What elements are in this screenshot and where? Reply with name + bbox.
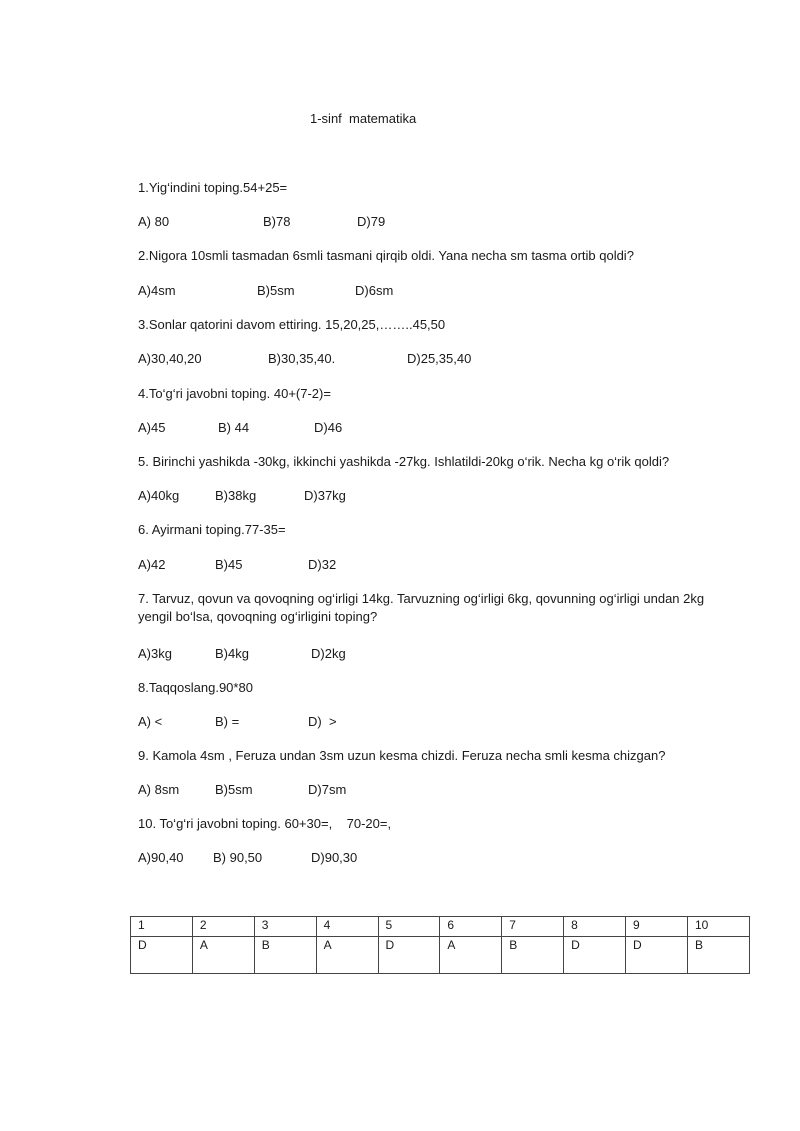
table-cell: 4 <box>316 917 378 937</box>
question-3-option-a: A)30,40,20 <box>138 351 202 366</box>
question-6-option-b: B)45 <box>215 557 243 572</box>
question-4-option-b: B) 44 <box>218 420 250 435</box>
question-7-text: 7. Tarvuz, qovun va qovoqning og‘irligi 14kg. Tarvuzning og‘irligi 6kg, qovunning og‘irligi undan 2kg yengil bo‘lsa, qovoqning og‘irligini toping? <box>138 591 705 624</box>
question-10-option-a: A)90,40 <box>138 850 184 865</box>
answer-key-number-row <box>131 917 750 937</box>
table-cell: 1 <box>131 917 193 937</box>
question-7-option-b: B)4kg <box>215 646 249 661</box>
table-cell: 9 <box>626 917 688 937</box>
table-cell: D <box>378 937 440 974</box>
table-cell: 2 <box>192 917 254 937</box>
question-10-option-b: B) 90,50 <box>213 850 263 865</box>
question-4-option-d: D)46 <box>314 420 343 435</box>
question-9-text: 9. Kamola 4sm , Feruza undan 3sm uzun kesma chizdi. Feruza necha smli kesma chizgan? <box>138 748 666 763</box>
table-cell: A <box>316 937 378 974</box>
table-cell: 5 <box>378 917 440 937</box>
question-3-option-b: B)30,35,40. <box>268 351 336 366</box>
question-4-option-a: A)45 <box>138 420 166 435</box>
question-10-text: 10. To‘g‘ri javobni toping. 60+30=, 70-20=, <box>138 816 392 831</box>
question-8-text: 8.Taqqoslang.90*80 <box>138 680 253 695</box>
question-2-option-b: B)5sm <box>257 283 295 298</box>
question-3-text: 3.Sonlar qatorini davom ettiring. 15,20,25,……..45,50 <box>138 317 446 332</box>
table-cell: B <box>254 937 316 974</box>
question-8-option-d: D) > <box>308 714 337 729</box>
table-cell: A <box>440 937 502 974</box>
question-6-option-d: D)32 <box>308 557 337 572</box>
table-cell: 6 <box>440 917 502 937</box>
table-cell: D <box>626 937 688 974</box>
question-5-text: 5. Birinchi yashikda -30kg, ikkinchi yashikda -27kg. Ishlatildi-20kg o‘rik. Necha kg o‘rik qoldi? <box>138 454 670 469</box>
question-5-option-b: B)38kg <box>215 488 257 503</box>
question-3-option-d: D)25,35,40 <box>407 351 472 366</box>
question-1-option-d: D)79 <box>357 214 386 229</box>
table-cell: B <box>687 937 749 974</box>
question-8-option-a: A) < <box>138 714 163 729</box>
question-2-option-a: A)4sm <box>138 283 176 298</box>
table-cell: 8 <box>564 917 626 937</box>
question-1-option-a: A) 80 <box>138 214 170 229</box>
question-7-option-a: A)3kg <box>138 646 172 661</box>
question-9-option-a: A) 8sm <box>138 782 180 797</box>
question-9-option-d: D)7sm <box>308 782 347 797</box>
question-6-option-a: A)42 <box>138 557 166 572</box>
question-4-text: 4.To‘g‘ri javobni toping. 40+(7-2)= <box>138 386 331 401</box>
answer-key-answer-row <box>131 937 750 974</box>
table-cell: D <box>131 937 193 974</box>
question-9-option-b: B)5sm <box>215 782 253 797</box>
table-cell: D <box>564 937 626 974</box>
table-cell: B <box>502 937 564 974</box>
question-2-option-d: D)6sm <box>355 283 394 298</box>
question-6-text: 6. Ayirmani toping.77-35= <box>138 522 286 537</box>
table-cell: A <box>192 937 254 974</box>
table-cell: 7 <box>502 917 564 937</box>
table-cell: 10 <box>687 917 749 937</box>
question-2-text: 2.Nigora 10smli tasmadan 6smli tasmani qirqib oldi. Yana necha sm tasma ortib qoldi? <box>138 248 634 263</box>
question-8-option-b: B) = <box>215 714 240 729</box>
question-5-option-d: D)37kg <box>304 488 346 503</box>
question-10-option-d: D)90,30 <box>311 850 358 865</box>
answer-key-table <box>130 916 750 974</box>
table-cell: 3 <box>254 917 316 937</box>
page-title: 1-sinf matematika <box>310 111 417 126</box>
question-5-option-a: A)40kg <box>138 488 180 503</box>
question-1-option-b: B)78 <box>263 214 291 229</box>
question-7-option-d: D)2kg <box>311 646 346 661</box>
question-1-text: 1.Yig‘indini toping.54+25= <box>138 180 288 195</box>
